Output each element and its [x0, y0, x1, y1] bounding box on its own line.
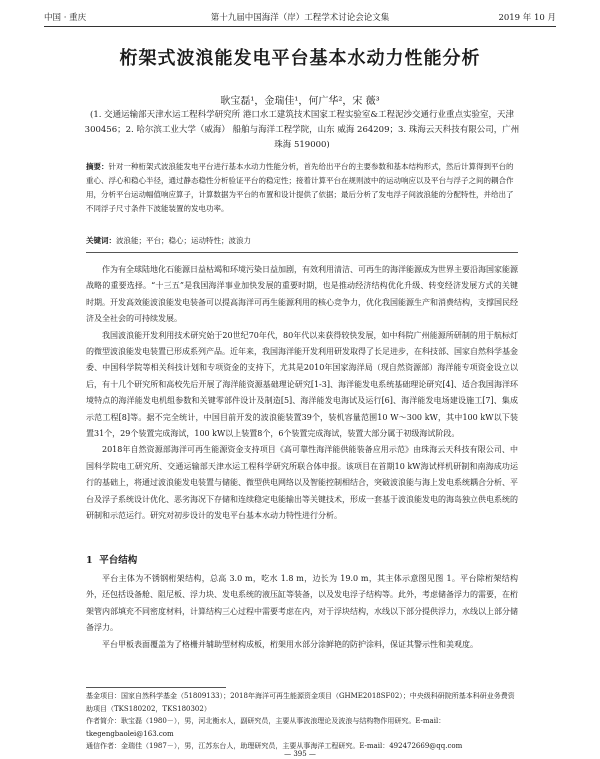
- keywords-label: 关键词：: [86, 236, 116, 245]
- introduction: [86, 262, 518, 525]
- section-title: 平台结构: [99, 555, 138, 566]
- paper-title: 桁架式波浪能发电平台基本水动力性能分析: [119, 48, 481, 69]
- keywords: [86, 235, 518, 246]
- body-paragraph: 平台主体为不锈钢桁架结构，总高 3.0 m，吃水 1.8 m，边长为 19.0 m，其主体示意图见图 1。平台除桁架结构外，还包括设备舱、阻尼板、浮力块、发电系统的液压缸等装备，以及发电浮子结构等。此外，考虑储备浮力的需要，在桁架管内部填充不同密度材料，计算结构三心过程中需要考虑在内，对于浮块结构，水线以下部分提供浮力，水线以上部分储备浮力。: [86, 574, 518, 633]
- footnote-author: 作者简介：耿宝磊（1980－），男，河北衡水人，副研究员，主要从事波浪理论及波浪与结构物作用研究。E-mail：tkegengbaolei@163.com: [86, 717, 446, 738]
- abstract-label: 摘要：: [86, 162, 109, 171]
- affiliations: (1. 交通运输部天津水运工程科学研究所 港口水工建筑技术国家工程实验室&工程泥沙交通行业重点实验室，天津 300456；2. 哈尔滨工业大学（威海） 船舶与海洋工程学院，山东 威海 264209；3. 珠海云天科技有限公司，广州 珠海 519000): [84, 110, 520, 150]
- running-header: [44, 11, 556, 25]
- section-heading: [86, 552, 137, 566]
- keywords-text: 波浪能；平台；稳心；运动特性；波浪力: [116, 236, 251, 245]
- body-paragraph: 作为有全球陆地化石能源日益枯竭和环境污染日益加剧，有效利用清洁、可再生的海洋能源成为世界主要沿海国家能源战略的重要选择。“十三五”是我国海洋事业加快发展的重要时期，也是推动经济结构优化升级、转变经济发展方式的关键时期。开发高效能波浪能发电装备可以提高海洋可再生能源利用的核心竞争力，优化我国能源生产和消费结构，支撑国民经济及全社会的可持续发展。: [86, 265, 518, 324]
- footnotes: [86, 690, 518, 753]
- author-list: 耿宝磊¹，金瑞佳¹，何广华²，宋 薇³: [220, 96, 380, 107]
- section-1-body: [86, 571, 518, 653]
- header-proceedings: 第十九届中国海洋（岸）工程学术讨论会论文集: [210, 13, 390, 23]
- header-location: 中国 · 重庆: [44, 13, 87, 23]
- header-divider: [44, 26, 556, 27]
- abstract-text: 针对一种桁架式波浪能发电平台进行基本水动力性能分析，首先给出平台的主要参数和基本结构形式，然后计算得到平台的重心、浮心和稳心半径，通过静态稳性分析验证平台的稳定性；接着计算平台在规则波中的运动响应以及平台与浮子之间的耦合作用，分析平台运动幅值响应算子，计算数据为平台的布置和设计提供了依据；最后分析了发电浮子间波浪能的分配特性，并给出了不同浮子尺寸条件下波能装置的发电功率。: [86, 162, 514, 213]
- footnote-divider: [86, 687, 226, 688]
- body-paragraph: 平台甲板表面覆盖为了格栅并辅助型材构成板，桁架用水部分涂鲜艳的防护涂料，保证其警示性和美观度。: [102, 639, 478, 649]
- footnote-funding: 基金项目：国家自然科学基金（51809133）；2018年海洋可再生能源资金项目（GHME2018SF02）；中央级科研院所基本科研业务费资助项目（TKS180202，TKS180302）: [86, 692, 515, 713]
- body-paragraph: 我国波浪能开发利用技术研究始于20世纪70年代，80年代以来获得较快发展，如中科院广州能源所研制的用于航标灯的微型波浪能发电装置已形成系列产品。近年来，我国海洋能开发利用研发取得了长足进步，在科技部、国家自然科学基金委、中国科学院等相关科技计划和专项资金的支持下，尤其是2010年国家海洋局（现自然资源部）海洋能专项资金设立以后，有十几个研究所和高校先后开展了海洋能资源基础理论研究[1-3]、海洋能发电系统基础理论研究[4]、适合我国海洋环境特点的海洋能发电机组参数和关键零部件设计及制造[5]、海洋能发电海试及运行[6]、海洋能发电场建设施工[7]、集成示范工程[8]等。据不完全统计，中国目前开发的波浪能装置39个，装机容量范围10 W～300 kW，其中100 kW以下装置31个，29个装置完成海试，100 kW以上装置8个，6个装置完成海试，装置大部分属于初级海试阶段。: [86, 330, 518, 439]
- footnote-corresponding: 通信作者：金瑞佳（1987－），男，江苏东台人，助理研究员，主要从事海洋工程研究。E-mail：492472669@qq.com: [86, 742, 463, 750]
- page-number: — 395 —: [284, 750, 316, 758]
- abstract: [86, 160, 518, 216]
- body-paragraph: 2018年自然资源部海洋可再生能源资金支持项目《高可靠性海洋能供能装备应用示范》由珠海云天科技有限公司、中国科学院电工研究所、交通运输部天津水运工程科学研究所联合体申报。该项目在首期10 kW海试样机研制和南海成功运行的基础上，将通过波浪能发电装置与储能、微型供电网络以及智能控制相结合，突破波浪能与海上发电系统耦合分析、平台及浮子系统设计优化、恶劣海况下存储和连续稳定电能输出等关键技术，形成一套基于波浪能发电的海岛独立供电系统的研制和示范运行。研究对初步设计的发电平台基本水动力特性进行分析。: [86, 445, 518, 521]
- header-date: 2019 年 10 月: [498, 13, 556, 23]
- abstract-divider: [86, 252, 518, 253]
- section-number: 1: [86, 555, 93, 566]
